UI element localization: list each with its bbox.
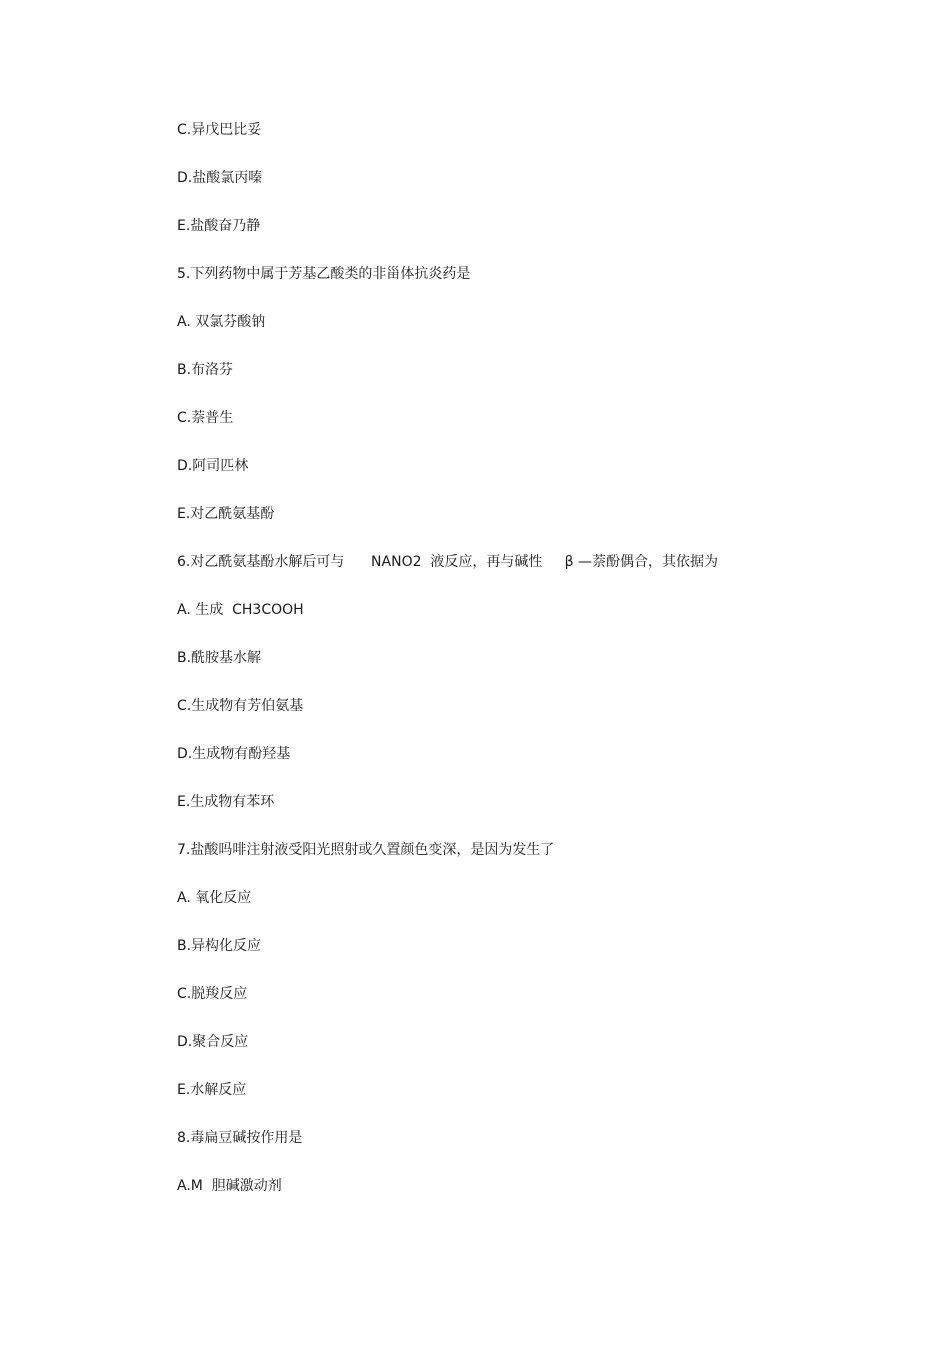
option-e-q7: E.水解反应 (177, 1082, 247, 1098)
option-b-q5: B.布洛芬 (177, 362, 234, 378)
question-8: 8.毒扁豆碱按作用是 (177, 1130, 303, 1146)
option-a-q7: A. 氧化反应 (177, 890, 252, 906)
question-5: 5.下列药物中属于芳基乙酸类的非甾体抗炎药是 (177, 266, 471, 282)
option-b-q6: B.酰胺基水解 (177, 650, 262, 666)
option-e-q5: E.对乙酰氨基酚 (177, 506, 275, 522)
option-c-q7: C.脱羧反应 (177, 986, 248, 1002)
option-d-q4: D.盐酸氯丙嗪 (177, 170, 263, 186)
option-a-q8: A.M 胆碱激动剂 (177, 1178, 282, 1194)
option-e-q6: E.生成物有苯环 (177, 794, 275, 810)
option-a-q6: A. 生成 CH3COOH (177, 602, 304, 618)
option-c-q5: C.萘普生 (177, 410, 234, 426)
question-6: 6.对乙酰氨基酚水解后可与 NANO2 液反应，再与碱性 β —萘酚偶合，其依据为 (177, 554, 719, 570)
option-e-q4: E.盐酸奋乃静 (177, 218, 261, 234)
question-7: 7.盐酸吗啡注射液受阳光照射或久置颜色变深，是因为发生了 (177, 842, 555, 858)
option-d-q6: D.生成物有酚羟基 (177, 746, 291, 762)
option-c-q6: C.生成物有芳伯氨基 (177, 698, 304, 714)
option-c-q4: C.异戊巴比妥 (177, 122, 262, 138)
option-b-q7: B.异构化反应 (177, 938, 262, 954)
option-a-q5: A. 双氯芬酸钠 (177, 314, 266, 330)
option-d-q5: D.阿司匹林 (177, 458, 249, 474)
option-d-q7: D.聚合反应 (177, 1034, 249, 1050)
